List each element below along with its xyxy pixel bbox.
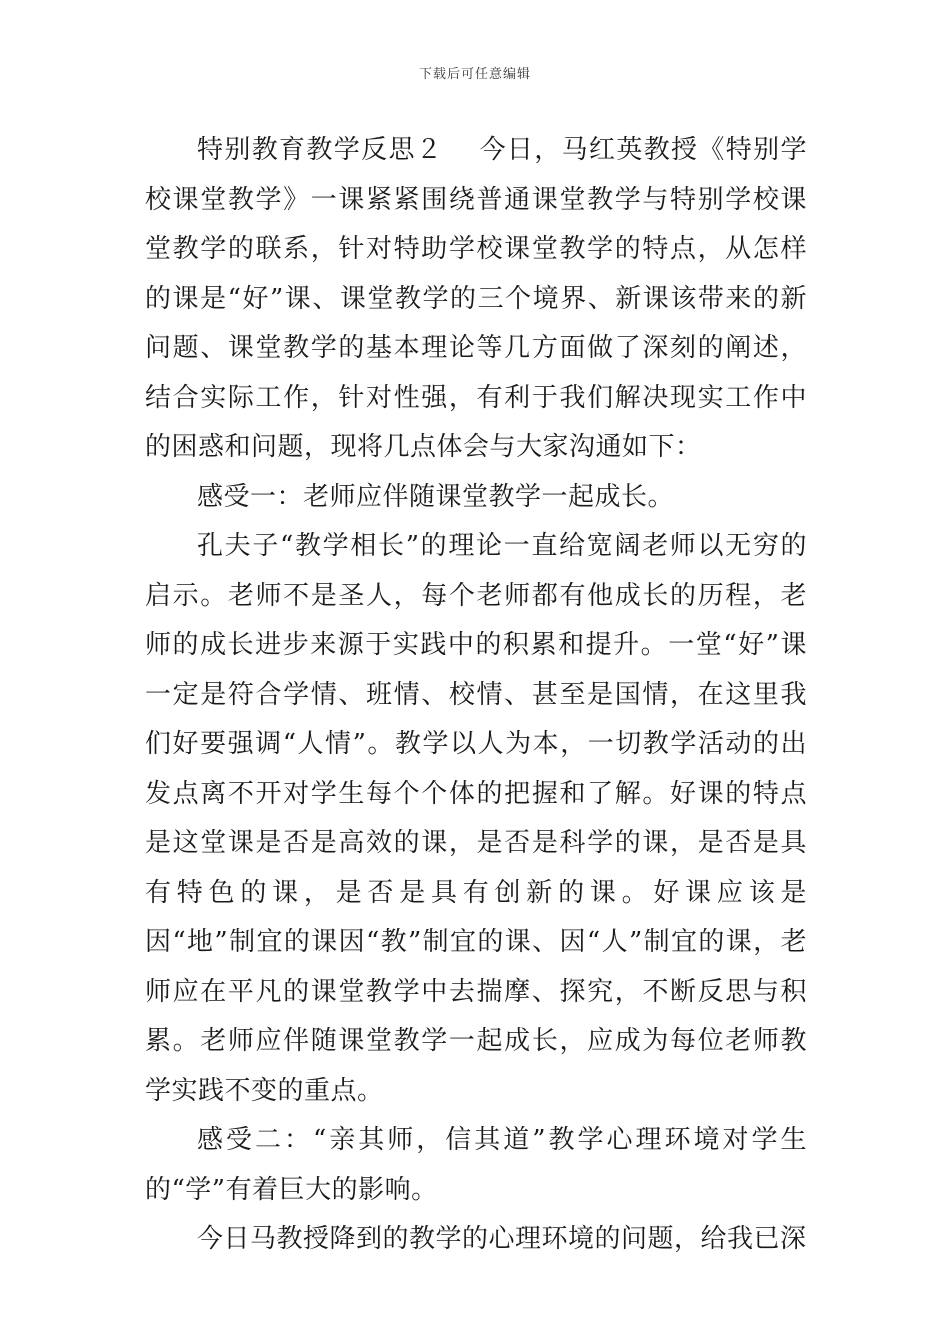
paragraph-intro [145, 126, 807, 473]
document-body [145, 126, 807, 1265]
paragraph-heading-2: 感受二：“亲其师，信其道”教学心理环境对学生的“学”有着巨大的影响。 [145, 1125, 807, 1205]
paragraph-heading-1: 感受一：老师应伴随课堂教学一起成长。 [197, 481, 675, 512]
paragraph-intro-text: 今日，马红英教授《特别学校课堂教学》一课紧紧围绕普通课堂教学与特别学校课堂教学的联系，针对特助学校课堂教学的特点，从怎样的课是“好”课、课堂教学的三个境界、新课该带来的新问题、课堂教学的基本理论等几方面做了深刻的阐述，结合实际工作，针对性强，有利于我们解决现实工作中的困惑和问题，现将几点体会与大家沟通如下： [145, 135, 807, 462]
page-header-note: 下载后可任意编辑 [418, 67, 531, 82]
paragraph-body-1: 孔夫子“教学相长”的理论一直给宽阔老师以无穷的启示。老师不是圣人，每个老师都有他成长的历程，老师的成长进步来源于实践中的积累和提升。一堂“好”课一定是符合学情、班情、校情、甚至是国情，在这里我们好要强调“人情”。教学以人为本，一切教学活动的出发点离不开对学生每个个体的把握和了解。好课的特点是这堂课是否是高效的课，是否是科学的课，是否是具有特色的课，是否是具有创新的课。好课应该是因“地”制宜的课因“教”制宜的课、因“人”制宜的课，老师应在平凡的课堂教学中去揣摩、探究，不断反思与积累。老师应伴随课堂教学一起成长，应成为每位老师教学实践不变的重点。 [145, 531, 807, 1106]
document-title: 特别教育教学反思２ [197, 135, 444, 165]
paragraph-body-2: 今日马教授降到的教学的心理环境的问题，给我已深 [197, 1224, 807, 1254]
